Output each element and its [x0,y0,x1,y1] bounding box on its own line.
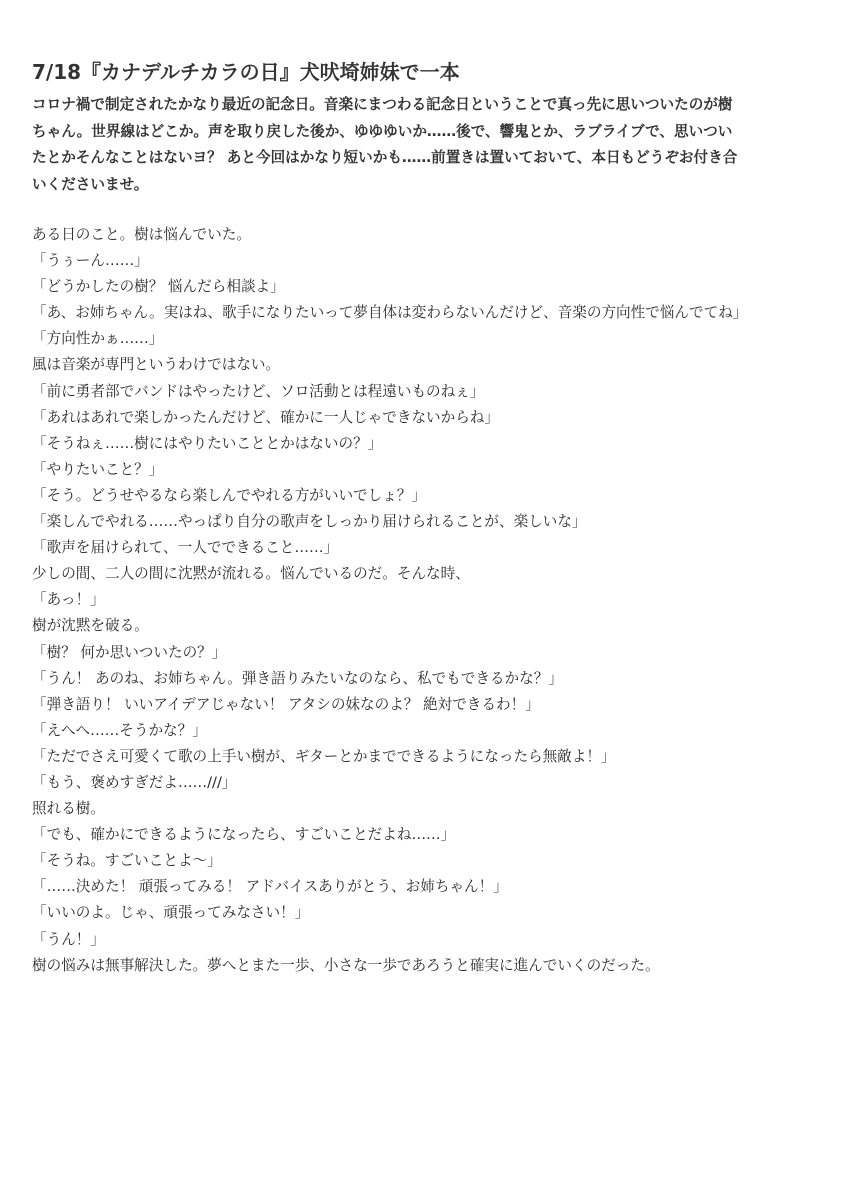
story-line: 樹が沈黙を破る。 [32,617,149,635]
story-line: 「うん！ あのね、お姉ちゃん。弾き語りみたいなのなら、私でもできるかな？」 [32,669,563,687]
story-line: 「方向性かぁ……」 [32,330,164,348]
story-line: 「そうねぇ……樹にはやりたいこととかはないの？」 [32,434,383,452]
story-line: 「楽しんでやれる……やっぱり自分の歌声をしっかり届けられることが、楽しいな」 [32,513,587,531]
story-line: 照れる樹。 [32,800,105,818]
story-line: 「やりたいこと？」 [32,460,164,478]
story-line: 「樹？ 何か思いついたの？」 [32,643,227,661]
story-line: ある日のこと。樹は悩んでいた。 [32,226,251,243]
story-line: 「ただでさえ可愛くて歌の上手い樹が、ギターとかまでできるようになったら無敵よ！」 [32,747,616,765]
story-line: 「うん！」 [32,930,105,948]
story-line: 「いいのよ。じゃ、頑張ってみなさい！」 [32,904,310,922]
story-body [32,222,832,979]
document-header [32,58,832,198]
story-line: 「でも、確かにできるようになったら、すごいことだよね……」 [32,826,456,844]
story-line: 「……決めた！ 頑張ってみる！ アドバイスありがとう、お姉ちゃん！」 [32,878,508,896]
story-line: 「あ、お姉ちゃん。実はね、歌手になりたいって夢自体は変わらないんだけど、音楽の方向性で悩んでてね」 [32,304,748,322]
intro-line: ちゃん。世界線はどこか。声を取り戻した後か、ゆゆゆいか……後で、響鬼とか、ラブライブで、思いつい [32,122,733,140]
story-line: 「そう。どうせやるなら楽しんでやれる方がいいでしょ？」 [32,486,427,504]
story-line: 「えへへ……そうかな？」 [32,721,207,739]
story-line: 「もう、褒めすぎだよ……///」 [32,773,237,791]
document-title: 7/18『カナデルチカラの日』犬吠埼姉妹で一本 [32,60,460,84]
story-line: 樹の悩みは無事解決した。夢へとまた一歩、小さな一歩であろうと確実に進んでいくのだった。 [32,956,660,974]
story-line: 少しの間、二人の間に沈黙が流れる。悩んでいるのだ。そんな時、 [32,565,470,583]
intro-paragraph [32,92,832,198]
story-line: 「あれはあれで楽しかったんだけど、確かに一人じゃできないからね」 [32,408,500,426]
story-line: 「歌声を届けられて、一人でできること……」 [32,539,339,557]
story-line: 風は音楽が専門というわけではない。 [32,356,281,374]
story-line: 「あっ！」 [32,591,105,609]
story-line: 「そうね。すごいことよ～」 [32,852,222,870]
story-line: 「どうかしたの樹？ 悩んだら相談よ」 [32,278,285,296]
intro-line: いくださいませ。 [32,175,149,193]
story-line: 「弾き語り！ いいアイデアじゃない！ アタシの妹なのよ？ 絶対できるわ！」 [32,695,540,713]
intro-line: たとかそんなことはないヨ？ あと今回はかなり短いかも……前置きは置いておいて、本日もどうぞお付き合 [32,149,738,166]
story-line: 「うぅーん……」 [32,252,149,270]
story-line: 「前に勇者部でバンドはやったけど、ソロ活動とは程遠いものねぇ」 [32,382,485,400]
intro-line: コロナ禍で制定されたかなり最近の記念日。音楽にまつわる記念日ということで真っ先に思いついたのが樹 [32,96,733,113]
